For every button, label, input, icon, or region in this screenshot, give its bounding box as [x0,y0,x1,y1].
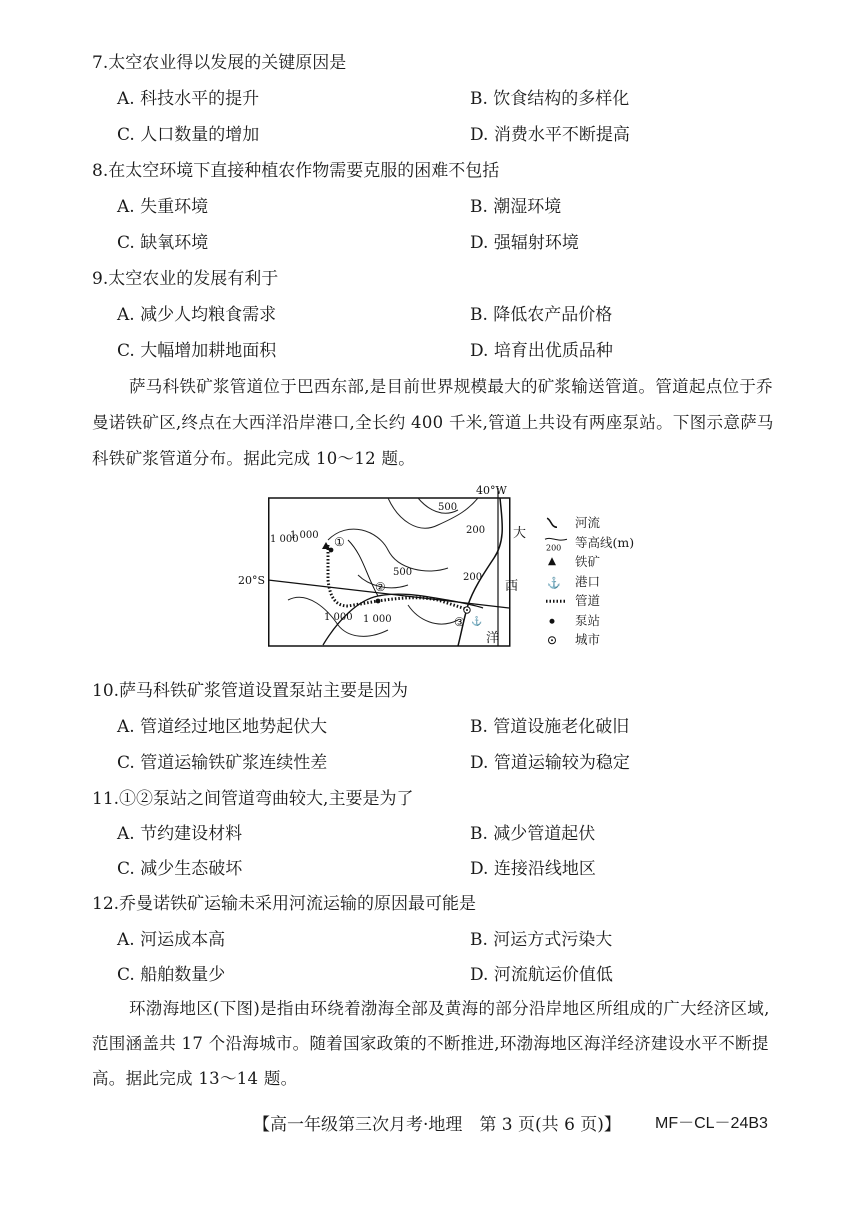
river-icon [543,513,571,533]
contour-sample: 200 [546,542,562,552]
legend-item [543,572,683,592]
lat-label: 20°S [238,574,266,587]
q9-option-d: D. 培育出优质品种 [470,341,613,361]
passage1-line-1: 萨马科铁矿浆管道位于巴西东部,是目前世界规模最大的矿浆输送管道。管道起点位于乔 [129,377,773,396]
legend-label: 管道 [575,593,601,608]
contour-label: 200 [463,572,483,583]
footer-title: 【高一年级第三次月考·地理 第 3 页(共 6 页)】 [253,1115,621,1135]
q9-option-c: C. 大幅增加耕地面积 [117,341,277,361]
q10-option-d: D. 管道运输较为稳定 [470,753,630,773]
legend-label: 城市 [575,632,601,647]
q7-option-b: B. 饮食结构的多样化 [470,89,630,109]
q9-stem: 9.太空农业的发展有利于 [92,269,279,289]
passage1-line-3: 科铁矿浆管道分布。据此完成 10～12 题。 [92,449,416,468]
pump-station-icon [543,611,571,631]
contour-label: 1 000 [363,614,392,625]
q12-option-b: B. 河运方式污染大 [470,930,613,950]
lon-label: 40°W [476,484,507,497]
legend-label: 港口 [575,573,601,589]
station-label-1: ① [334,535,345,549]
contour-label: 500 [393,567,413,578]
pump-station-marker [329,548,334,553]
legend-item [543,611,683,631]
q11-stem: 11.①②泵站之间管道弯曲较大,主要是为了 [92,789,414,809]
contour-label: 1 000 [270,534,299,545]
ocean-char-1: 大 [513,526,527,541]
contour-icon [543,533,571,553]
q8-option-c: C. 缺氧环境 [117,233,209,253]
map-legend [543,513,683,650]
passage2-line-1: 环渤海地区(下图)是指由环绕着渤海全部及黄海的部分沿岸地区所组成的广大经济区域, [129,999,770,1018]
legend-label: 等高线(m) [575,534,635,550]
contour-label: 1 000 [324,612,353,623]
q8-option-b: B. 潮湿环境 [470,197,562,217]
q12-option-d: D. 河流航运价值低 [470,965,613,985]
q8-option-a: A. 失重环境 [117,197,209,217]
q11-option-b: B. 减少管道起伏 [470,824,596,844]
legend-label: 泵站 [575,612,601,628]
q10-option-b: B. 管道设施老化破旧 [470,717,630,737]
q12-option-c: C. 船舶数量少 [117,965,226,985]
q7-option-a: A. 科技水平的提升 [117,89,260,109]
legend-item [543,513,683,533]
legend-label: 河流 [575,515,601,530]
q7-option-d: D. 消费水平不断提高 [470,125,630,145]
ocean-char-2: 西 [505,579,519,594]
pump-station-marker [376,599,381,604]
contour-label: 500 [438,502,458,513]
contour-label: 1 000 [290,530,319,541]
legend-item [543,533,683,553]
passage2-line-3: 高。据此完成 13～14 题。 [92,1069,298,1088]
legend-item [543,552,683,572]
q10-stem: 10.萨马科铁矿浆管道设置泵站主要是因为 [92,681,409,701]
passage1-line-2: 曼诺铁矿区,终点在大西洋沿岸港口,全长约 400 千米,管道上共设有两座泵站。下图示意萨马 [92,413,774,432]
q12-stem: 12.乔曼诺铁矿运输未采用河流运输的原因最可能是 [92,894,477,914]
city-icon [543,630,571,650]
q10-option-a: A. 管道经过地区地势起伏大 [117,717,328,737]
q10-option-c: C. 管道运输铁矿浆连续性差 [117,753,328,773]
pipeline-icon [543,591,571,611]
svg-text:⚓: ⚓ [547,575,561,589]
footer-code: MF－CL－24B3 [655,1115,768,1132]
q11-option-a: A. 节约建设材料 [117,824,243,844]
station-label-2: ② [375,580,386,594]
station-label-3: ③ [454,615,465,629]
q11-option-d: D. 连接沿线地区 [470,859,596,879]
q8-stem: 8.在太空环境下直接种植农作物需要克服的困难不包括 [92,161,500,181]
contour-label: 200 [466,525,486,536]
q8-option-d: D. 强辐射环境 [470,233,579,253]
q7-option-c: C. 人口数量的增加 [117,125,260,145]
legend-item [543,591,683,611]
q11-option-c: C. 减少生态破坏 [117,859,243,879]
q7-stem: 7.太空农业得以发展的关键原因是 [92,53,347,73]
q9-option-a: A. 减少人均粮食需求 [117,305,277,325]
legend-item [543,630,683,650]
port-icon [543,572,571,592]
q9-option-b: B. 降低农产品价格 [470,305,613,325]
iron-mine-icon [543,552,571,572]
ocean-char-3: 洋 [486,631,500,646]
legend-label: 铁矿 [575,554,601,569]
passage2-line-2: 范围涵盖共 17 个沿海城市。随着国家政策的不断推进,环渤海地区海洋经济建设水平不断提 [92,1034,769,1053]
q12-option-a: A. 河运成本高 [117,930,226,950]
port-marker: ⚓ [471,617,483,627]
